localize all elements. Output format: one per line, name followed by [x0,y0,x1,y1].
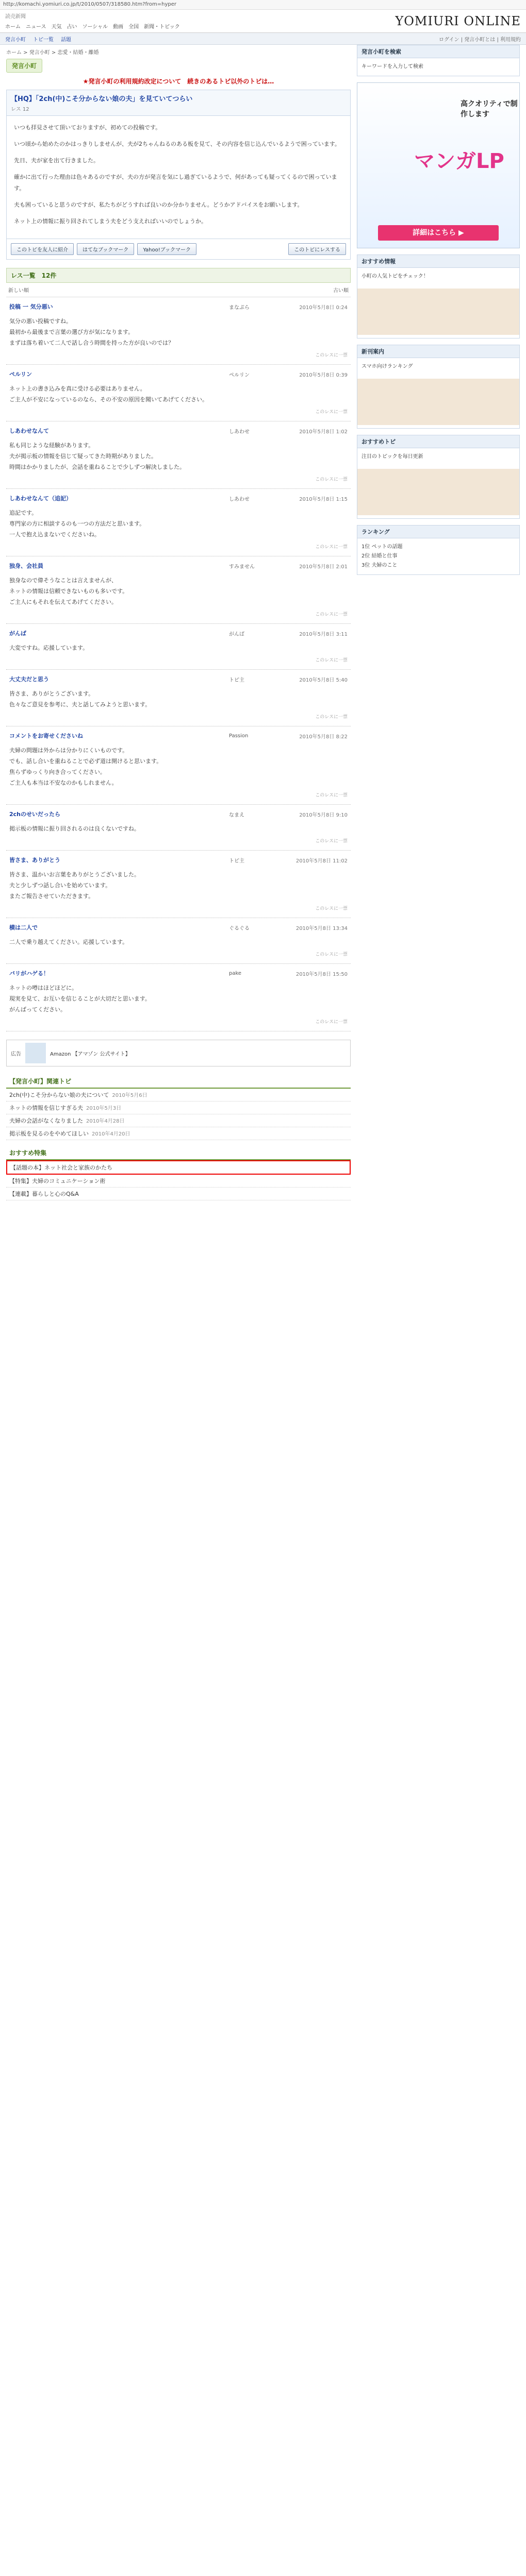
reply-date: 2010年5月8日 0:24 [299,304,348,311]
reply-item [6,964,351,1031]
sidebar-box [357,345,520,429]
sidebar-box-title: おすすめトピ [357,435,519,448]
sort-newest-link[interactable]: 新しい順 [8,288,29,294]
related-item[interactable] [6,1101,351,1114]
reply-title[interactable]: がんば [9,630,26,637]
reply-vote-link[interactable]: このレスに一票 [315,715,348,720]
topic-title: 【HQ】「2ch(中)こそ分からない娘の夫」を見ていてつらい [11,95,193,103]
reply-author: まなぷら [229,304,250,311]
sidebar-box-body[interactable]: 小町の人気トピをチェック！ [361,274,429,279]
related-item-title[interactable]: ネットの情報を信じすぎる夫 [9,1105,83,1111]
subnav-item[interactable]: 話題 [61,37,71,43]
reply-button[interactable]: このトピにレスする [288,243,346,255]
reply-vote-link[interactable]: このレスに一票 [315,906,348,911]
reply-body: ネットの噂はほどほどに。 現実を見て、お互いを信じることが大切だと思います。 がんばってください。 [9,985,151,1013]
reply-header [9,629,348,637]
reply-author: Passion [229,733,249,739]
reply-body: 大変ですね。応援しています。 [9,645,89,651]
related-item-date: 2010年5月3日 [86,1106,122,1111]
reply-date: 2010年5月8日 11:02 [295,858,348,864]
reply-header [9,675,348,683]
reply-author: すみません [229,564,255,570]
header-nav-item[interactable]: 天気 [51,24,62,30]
header-nav [5,22,180,30]
related-item[interactable] [6,1114,351,1127]
reply-date: 2010年5月8日 9:10 [299,812,348,818]
reply-author: トピ主 [229,858,244,864]
reply-title[interactable]: 投稿 一 気分悪い [9,303,53,310]
reply-header [9,370,348,378]
header-sub: 読売新聞 [5,14,26,20]
main-column [6,45,351,1200]
section-badge[interactable]: 発言小町 [6,59,42,73]
sidebar [357,45,520,581]
reply-item [6,805,351,851]
reply-header [9,810,348,818]
sidebar-thumbnail[interactable] [357,289,519,335]
reply-header [9,494,348,502]
reply-vote-link[interactable]: このレスに一票 [315,658,348,663]
header-nav-item[interactable]: ソーシャル [82,24,108,30]
featured-item[interactable]: 【連載】暮らしと心のQ&A [6,1188,351,1200]
reply-body: ネット上の書き込みを真に受ける必要はありません。 ご主人が不安になっているのなら、その不安の原因を聞いてあげてください。 [9,385,208,403]
reply-author: トピ主 [229,677,244,683]
notice-banner[interactable]: ★発言小町の利用規約改定について 続きのあるトピ以外のトピは… [83,78,274,85]
reply-body: 追記です。 専門家の方に相談するのも一つの方法だと思います。 一人で抱え込まないでくださいね。 [9,510,145,538]
topic-header [6,90,351,116]
featured-title: おすすめ特集 [6,1146,351,1160]
topic-paragraph: いつも拝見させて頂いておりますが、初めての投稿です。 [14,124,161,131]
reply-item [6,624,351,670]
ad-label: 広告 [11,1051,21,1057]
featured-section [6,1146,351,1200]
manga-lp-banner[interactable] [357,82,520,248]
reply-author: なまえ [229,812,244,818]
ad-thumbnail[interactable] [25,1043,46,1063]
topic-body [6,116,351,239]
reply-date: 2010年5月8日 1:15 [299,496,348,502]
hatena-bookmark-button[interactable]: はてなブックマーク [77,243,134,255]
header-nav-item[interactable]: 動画 [113,24,124,30]
reply-body: 皆さま、温かいお言葉をありがとうございました。 夫と少しずつ話し合いを始めています。 またご報告させていただきます。 [9,871,140,900]
reply-title[interactable]: しあわせなんて（追記） [9,495,72,502]
reply-author: がんば [229,631,244,637]
reply-title[interactable]: コメントをお寄せくださいね [9,733,83,739]
reply-vote-link[interactable]: このレスに一票 [315,353,348,358]
sidebar-thumbnail[interactable] [357,469,519,515]
reply-vote-link[interactable]: このレスに一票 [315,793,348,798]
sidebar-search-body[interactable]: キーワードを入力して検索 [361,64,423,70]
sort-oldest-link[interactable]: 古い順 [333,288,349,294]
reply-author: しあわせ [229,496,250,502]
header-nav-item[interactable]: 占い [67,24,77,30]
sort-bar [6,283,351,297]
reply-date: 2010年5月8日 3:11 [299,631,348,637]
reply-header [9,427,348,435]
reply-title[interactable]: ペルリン [9,371,32,378]
topic-paragraph: いつ頃から始めたのかはっきりしませんが、夫が2ちゃんねるのある板を見て、その内容を信じ込んでいるようで困っています。 [14,141,340,147]
related-item-date: 2010年4月28日 [86,1118,125,1124]
reply-date: 2010年5月8日 8:22 [299,734,348,740]
sidebar-thumbnail[interactable] [357,379,519,425]
header-nav-item[interactable]: 新聞・トピック [144,24,180,30]
featured-item[interactable]: 【特集】夫婦のコミュニケーション術 [6,1175,351,1188]
topic-paragraph: 先日、夫が家を出て行きました。 [14,157,99,164]
header-nav-item[interactable]: ホーム [5,24,21,30]
reply-title[interactable]: 横は二人で [9,924,38,931]
reply-author: pake [229,970,242,976]
related-item-date: 2010年4月20日 [92,1131,130,1137]
related-item-title[interactable]: 掲示板を見るのをやめてほしい [9,1130,89,1137]
reply-header [9,923,348,931]
reply-title[interactable]: 2chのせいだったら [9,811,61,818]
reply-title[interactable]: バリがハゲる！ [9,970,49,977]
reply-vote-link[interactable]: このレスに一票 [315,952,348,957]
reply-body: 掲示板の情報に振り回されるのは良くないですね。 [9,825,140,832]
reply-vote-link[interactable]: このレスに一票 [315,410,348,415]
reply-item [6,297,351,365]
reply-item [6,851,351,918]
reply-title[interactable]: しあわせなんて [9,428,49,434]
reply-author: しあわせ [229,429,250,435]
sidebar-box-body[interactable]: スマホ向けランキング [361,364,413,369]
reply-body: 二人で乗り越えてください。応援しています。 [9,939,128,945]
reply-header [9,969,348,977]
related-title: 【発言小町】関連トピ [6,1075,351,1089]
reply-header [9,302,348,311]
reply-item [6,726,351,805]
subnav-item[interactable]: 発言小町 [5,37,26,43]
ad-text[interactable]: Amazon 【アマゾン 公式サイト】 [50,1051,130,1057]
reply-vote-link[interactable]: このレスに一票 [315,839,348,844]
reply-item [6,421,351,489]
sidebar-box-body[interactable]: 注目のトピックを毎日更新 [361,454,423,460]
reply-date: 2010年5月8日 1:02 [299,429,348,435]
reply-header [9,732,348,740]
related-item-title[interactable]: 2ch(中)こそ分からない娘の夫について [9,1092,109,1098]
reply-title[interactable]: 大丈夫だと思う [9,676,49,683]
topic-meta: レス 12 [11,107,29,112]
reply-header [9,856,348,864]
related-item[interactable] [6,1089,351,1101]
reply-date: 2010年5月8日 15:50 [295,971,348,977]
topic-paragraph: 確かに出て行った理由は色々あるのですが、夫の方が発言を気にし過ぎているようで、何があっても疑ってくるので困っています。 [14,174,337,192]
reply-author: ぐるぐる [229,925,250,931]
sidebar-box [357,435,520,519]
share-button[interactable]: このトピを友人に紹介 [11,243,74,255]
replies-header: レス一覧 12件 [6,268,351,283]
reply-vote-link[interactable]: このレスに一票 [315,477,348,482]
reply-body: 気分の悪い投稿ですね。 最初から最後まで言葉の選び方が気になります。 まずは落ち着いて二人で話し合う時間を持った方が良いのでは？ [9,318,174,346]
site-header [0,10,526,33]
banner-copy: 高クオリティで制作します [461,100,518,118]
reply-item [6,489,351,556]
reply-vote-link[interactable]: このレスに一票 [315,545,348,550]
reply-vote-link[interactable]: このレスに一票 [315,612,348,617]
subnav-tools[interactable]: ログイン | 発言小町とは | 利用規約 [439,37,521,43]
reply-item [6,365,351,421]
yahoo-bookmark-button[interactable]: Yahoo!ブックマーク [137,243,196,255]
reply-body: 夫婦の問題は外からは分かりにくいものです。 でも、話し合いを重ねることで必ず道は開けると思います。 焦らずゆっくり向き合ってください。 ご主人も本当は不安なのかもしれません。 [9,747,162,786]
reply-date: 2010年5月8日 0:39 [299,372,348,378]
reply-date: 2010年5月8日 2:01 [299,564,348,570]
subnav-item[interactable]: トピ一覧 [33,37,54,43]
sidebar-ranking-title: ランキング [357,526,519,538]
reply-body: 独身なので偉そうなことは言えませんが、 ネットの情報は信頼できないものも多いです。 ご主人にもそれを伝えてあげてください。 [9,577,128,605]
header-nav-item[interactable]: ニュース [26,24,46,30]
sidebar-box [357,255,520,338]
sidebar-box-title: おすすめ情報 [357,255,519,268]
related-topics [6,1075,351,1140]
address-bar[interactable]: http://komachi.yomiuri.co.jp/t/2010/0507/318580.htm?from=hyper [0,0,526,10]
related-item-date: 2010年5月6日 [112,1093,147,1098]
sub-navigation [0,33,526,45]
reply-date: 2010年5月8日 5:40 [299,677,348,683]
breadcrumb[interactable]: ホーム > 発言小町 > 恋愛・結婚・離婚 [6,50,99,56]
sidebar-ranking-box [357,525,520,575]
sidebar-ranking-body[interactable]: 1位 ペットの話題 2位 結婚と仕事 3位 夫婦のこと [361,544,403,568]
reply-author: ペルリン [229,372,250,378]
featured-item-highlighted[interactable]: 【話題の本】ネット社会と家族のかたち [6,1160,351,1175]
topic-tools [6,239,351,260]
reply-list [6,297,351,1031]
related-item[interactable] [6,1127,351,1140]
reply-header [9,562,348,570]
ad-box[interactable] [6,1040,351,1066]
banner-headline: マンガLP [414,149,504,173]
reply-date: 2010年5月8日 13:34 [295,925,348,931]
sidebar-box-title: 新刊案内 [357,345,519,358]
site-logo[interactable]: YOMIURI ONLINE [395,14,521,28]
reply-title[interactable]: 皆さま、ありがとう [9,857,60,863]
reply-body: 皆さま、ありがとうございます。 色々なご意見を参考に、夫と話してみようと思います。 [9,690,151,708]
reply-title[interactable]: 独身、会社員 [9,563,43,569]
related-item-title[interactable]: 夫婦の会話がなくなりました [9,1117,83,1124]
header-nav-item[interactable]: 全国 [128,24,139,30]
topic-paragraph: 夫も困っていると思うのですが、私たちがどうすれば良いのか分かりません。どうかアドバイスをお願いします。 [14,201,303,208]
reply-body: 私も同じような経験があります。 夫が掲示板の情報を信じて疑ってきた時期がありました。 時間はかかりましたが、会話を重ねることで少しずつ解決しました。 [9,442,185,470]
banner-cta-button[interactable]: 詳細はこちら ▶ [378,225,499,241]
reply-item [6,918,351,964]
topic-paragraph: ネット上の情報に振り回されてしまう夫をどう支えればいいのでしょうか。 [14,218,207,225]
reply-vote-link[interactable]: このレスに一票 [315,1020,348,1025]
sidebar-search-box [357,45,520,76]
reply-item [6,556,351,624]
sidebar-search-title: 発言小町を検索 [357,45,519,58]
reply-item [6,670,351,726]
